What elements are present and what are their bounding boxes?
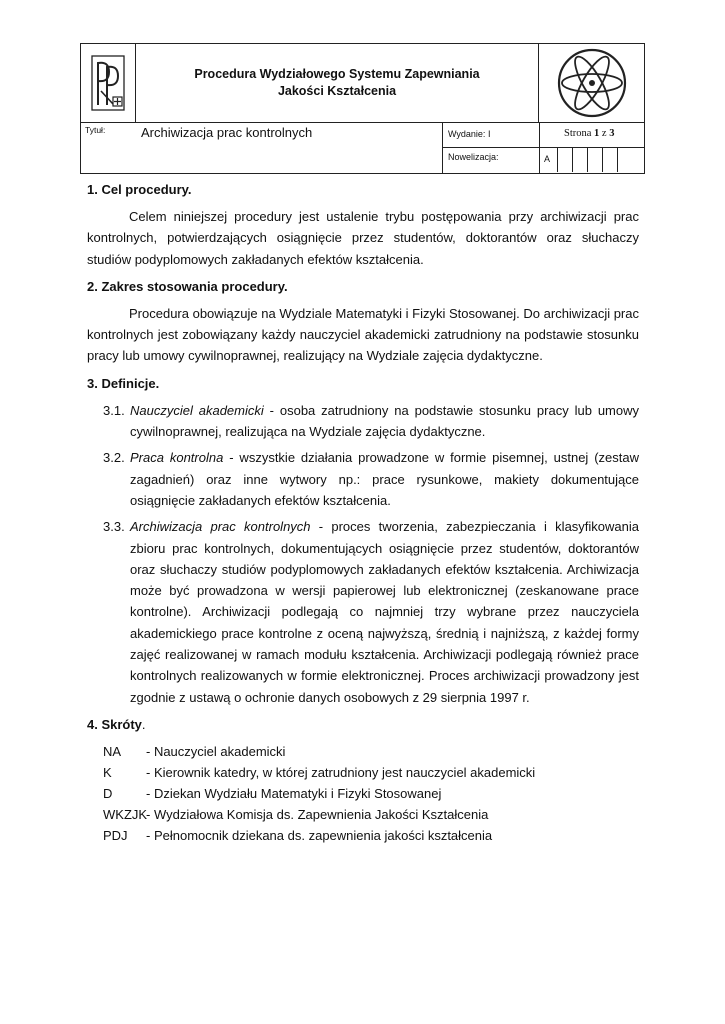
revision-cell: A — [540, 148, 558, 172]
definition-term: Praca kontrolna — [130, 450, 224, 466]
definition-term: Nauczyciel akademicki — [130, 402, 264, 418]
abbreviation-text: - Pełnomocnik dziekana ds. zapewnienia jakości kształcenia — [146, 827, 493, 843]
page-number — [540, 123, 644, 148]
definition-number: 3.1. — [103, 402, 125, 418]
edition-column — [442, 123, 539, 173]
abbreviation-key: WKZJK — [103, 806, 148, 822]
abbreviation-text: - Wydziałowa Komisja ds. Zapewnienia Jakości Kształcenia — [146, 806, 489, 822]
revision-cell-empty — [588, 148, 603, 172]
abbreviation-key: K — [103, 764, 112, 780]
document-body — [87, 180, 639, 846]
definition-body: - proces tworzenia, zabezpieczania i klasyfikowania zbioru prac kontrolnych, dokumentujących osiągnięcie przez studentów, doktorantów oraz słuchaczy studiów podyplomowych zakładanych efektów kształcenia. Archiwizacja może być prowadzona w wersji papierowej lub elektronicznej (zeskanowane prace kontrolne). Archiwizacji podlegają co najmniej trzy wybrane przez nauczyciela akademickiego prace kontrolne z oceną najwyższą, średnią i najniższą, z każdej formy zajęć realizowanej w ramach modułu kształcenia. Archiwizacji podlegają również prace kontrolnych realizowanych w formie elektronicznej. Proces archiwizacji prowadzony jest zgodnie z ustawą o ochronie danych osobowych z 29 sierpnia 1997 r. — [130, 519, 639, 705]
revision-cell-empty — [558, 148, 573, 172]
section-4-heading-dot: . — [141, 716, 146, 732]
atom-icon — [556, 47, 628, 119]
revision-cells — [540, 148, 644, 172]
section-4-heading — [87, 715, 639, 735]
section-1-text: Celem niniejszej procedury jest ustalenie trybu postępowania przy archiwizacji prac kontrolnych, potwierdzających osiągnięcie przez studentów, doktorantów oraz słuchaczy studiów podyplomowych zakładanych efektów kształcenia. — [87, 209, 639, 267]
section-2-text: Procedura obowiązuje na Wydziale Matematyki i Fizyki Stosowanej. Do archiwizacji prac kontrolnych jest zobowiązany każdy nauczyciel akademicki zatrudniony na podstawie stosunku pracy lub umowy cywilnoprawnej, realizujący na Wydziale zajęcia dydaktyczne. — [87, 305, 639, 364]
header-info-row — [81, 122, 644, 173]
document-title: Archiwizacja prac kontrolnych — [141, 125, 313, 140]
edition: Wydanie: I — [443, 123, 539, 148]
procedure-title — [136, 44, 539, 122]
revision-cell-empty — [618, 148, 644, 172]
definition-item — [103, 400, 639, 443]
abbreviation-text: - Dziekan Wydziału Matematyki i Fizyki Stosowanej — [146, 785, 442, 801]
revision-cell-empty — [603, 148, 618, 172]
abbreviation-text: - Kierownik katedry, w której zatrudniony jest nauczyciel akademicki — [146, 764, 536, 780]
abbreviation-item — [103, 825, 639, 846]
section-4-heading-text: 4. Skróty — [87, 716, 142, 732]
page-current: 1 — [594, 128, 600, 139]
title-line-1: Procedura Wydziałowego Systemu Zapewniania — [194, 67, 480, 81]
section-2-heading: 2. Zakres stosowania procedury. — [87, 278, 288, 294]
page-column — [539, 123, 644, 173]
abbreviation-text: - Nauczyciel akademicki — [146, 743, 286, 759]
amendment-label: Nowelizacja: — [448, 152, 499, 162]
page-total: 3 — [609, 128, 615, 139]
abbreviation-key: NA — [103, 743, 122, 759]
definition-term: Archiwizacja prac kontrolnych — [130, 519, 311, 535]
definition-item — [103, 447, 639, 511]
definition-body: - wszystkie działania prowadzone w formie pisemnej, ustnej (zestaw zagadnień) oraz inne wytwory np.: prace rysunkowe, makiety dokumentujące osiągnięcie zakładanych efektów kształcenia. — [130, 450, 639, 508]
abbreviation-item — [103, 804, 639, 825]
title-label: Tytuł: — [85, 125, 106, 135]
abbreviation-item — [103, 783, 639, 804]
abbreviation-item — [103, 762, 639, 783]
definition-number: 3.3. — [103, 519, 125, 535]
university-logo-icon — [91, 55, 125, 111]
faculty-logo — [539, 44, 644, 122]
page-prefix: Strona — [564, 128, 592, 139]
section-3-heading: 3. Definicje. — [87, 375, 160, 391]
definition-body: - osoba zatrudniony na podstawie stosunku pracy lub umowy cywilnoprawnej, realizująca na Wydziale zajęcia dydaktyczne. — [130, 402, 639, 440]
revision-cell-empty — [573, 148, 588, 172]
title-line-2: Jakości Kształcenia — [277, 84, 397, 98]
definition-text — [130, 447, 639, 511]
definition-item — [103, 516, 639, 708]
definition-text — [130, 400, 639, 443]
document-header — [80, 43, 645, 174]
abbreviation-item — [103, 741, 639, 762]
definition-text — [130, 516, 639, 708]
university-logo — [81, 44, 136, 122]
page-mid: z — [601, 128, 607, 139]
definition-number: 3.2. — [103, 450, 125, 466]
abbreviation-key: PDJ — [103, 827, 128, 843]
abbreviation-key: D — [103, 785, 113, 801]
section-1-heading: 1. Cel procedury. — [87, 182, 192, 197]
